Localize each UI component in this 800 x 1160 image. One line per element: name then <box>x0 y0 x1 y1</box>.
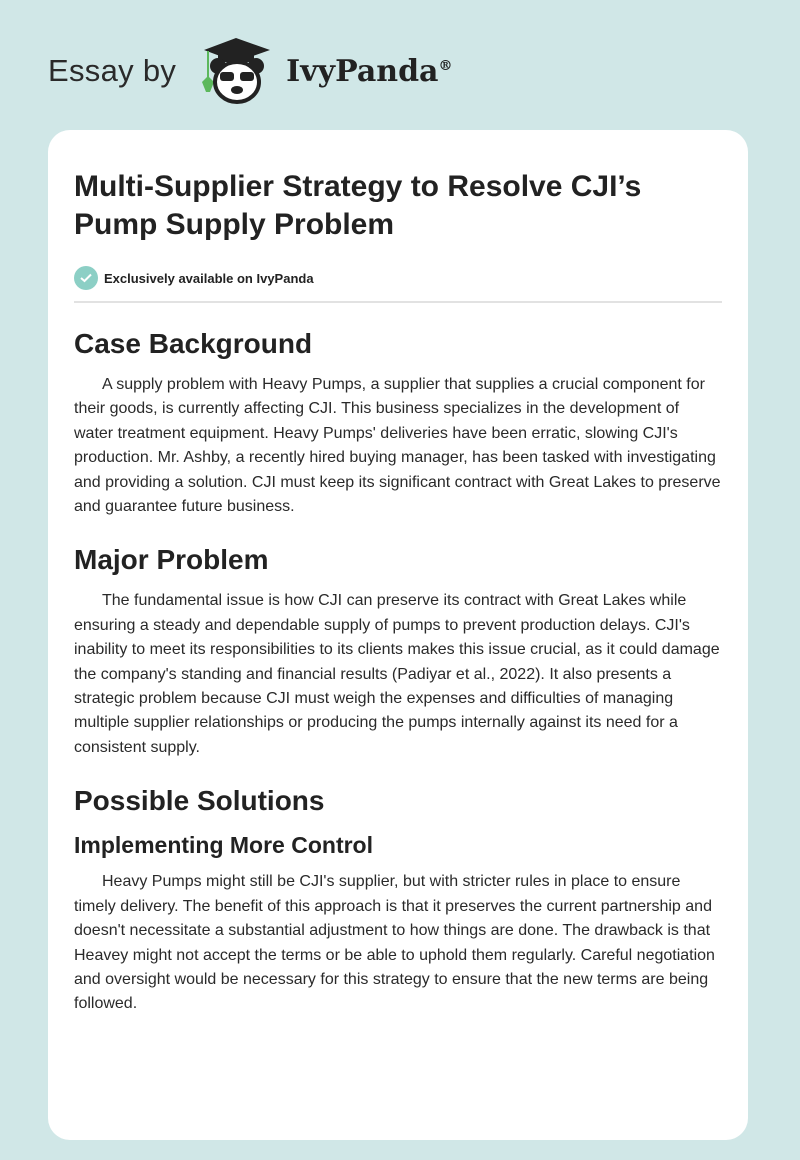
ivypanda-logo-icon[interactable] <box>190 36 282 106</box>
section-paragraph: The fundamental issue is how CJI can preserve its contract with Great Lakes while ensuring a steady and dependable supply of pumps to prevent production delays. CJI's inability to meet its responsibilities to its clients makes this issue crucial, as it could damage the company's standing and financial results (Padiyar et al., 2022). It also presents a strategic problem because CJI must weigh the expenses and difficulties of managing multiple supplier relationships or producing the pumps internally against its need for a consistent supply. <box>74 592 720 756</box>
check-icon <box>74 266 98 290</box>
essay-card <box>48 130 748 1140</box>
section-heading: Possible Solutions <box>74 785 325 817</box>
brand-name: IvyPanda® <box>286 53 453 89</box>
essay-title: Multi-Supplier Strategy to Resolve CJI’s Pump Supply Problem <box>74 170 642 241</box>
essay-by-label: Essay by <box>48 53 177 88</box>
subsection-heading: Implementing More Control <box>74 832 373 859</box>
section-heading: Case Background <box>74 328 313 359</box>
site-header <box>48 36 453 106</box>
badge-label: Exclusively available on IvyPanda <box>104 270 314 286</box>
section-paragraph: A supply problem with Heavy Pumps, a supplier that supplies a crucial component for their goods, is currently affecting CJI. This business specializes in the development of water treatment equipment. Heavy Pumps' deliveries have been erratic, slowing CJI's production. Mr. Ashby, a recently hired buying manager, has been tasked with investigating and providing a solution. CJI must keep its significant contract with Great Lakes to preserve and guarantee future business. <box>74 376 721 516</box>
section-heading: Major Problem <box>74 544 269 576</box>
divider <box>74 301 722 303</box>
exclusive-badge <box>74 266 722 290</box>
section-paragraph: Heavy Pumps might still be CJI's supplier, but with stricter rules in place to ensure timely delivery. The benefit of this approach is that it preserves the current partnership and doesn't necessitate a substantial adjustment to how things are done. The drawback is that Heavey might not accept the terms or be able to uphold them regularly. Careful negotiation and oversight would be necessary for this strategy to ensure that the new terms are being followed. <box>74 873 715 1013</box>
